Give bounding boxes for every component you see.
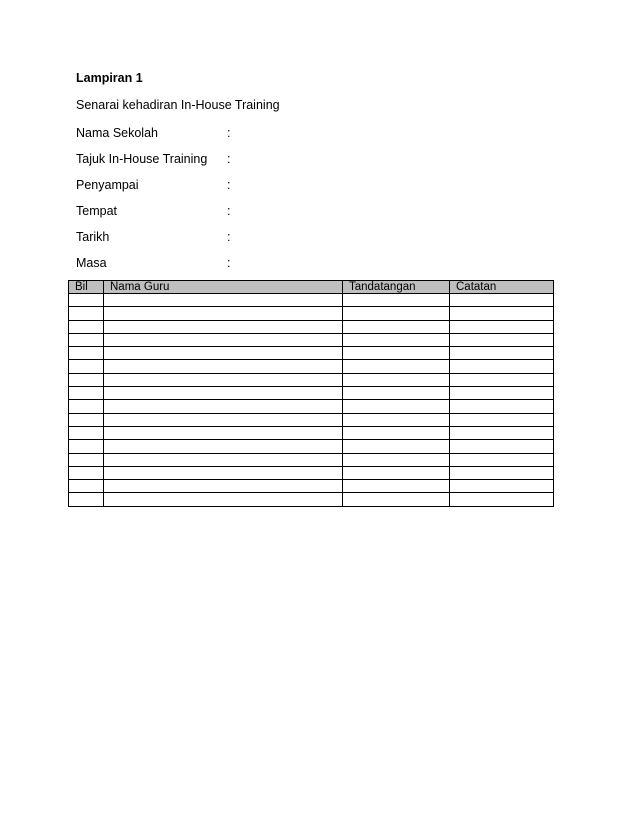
catatan-cell bbox=[450, 373, 554, 386]
field-colon: : bbox=[227, 256, 231, 270]
nama-guru-cell bbox=[104, 373, 343, 386]
field-label: Penyampai bbox=[76, 178, 139, 192]
tandatangan-cell bbox=[343, 360, 450, 373]
field-penyampai bbox=[76, 178, 276, 194]
header-catatan: Catatan bbox=[450, 281, 554, 294]
table-row bbox=[69, 426, 554, 439]
catatan-cell bbox=[450, 480, 554, 493]
bil-cell bbox=[69, 466, 104, 479]
tandatangan-cell bbox=[343, 493, 450, 506]
tandatangan-cell bbox=[343, 400, 450, 413]
header-tandatangan: Tandatangan bbox=[343, 281, 450, 294]
catatan-cell bbox=[450, 413, 554, 426]
table-row bbox=[69, 387, 554, 400]
catatan-cell bbox=[450, 453, 554, 466]
catatan-cell bbox=[450, 400, 554, 413]
tandatangan-cell bbox=[343, 294, 450, 307]
nama-guru-cell bbox=[104, 440, 343, 453]
bil-cell bbox=[69, 426, 104, 439]
nama-guru-cell bbox=[104, 307, 343, 320]
bil-cell bbox=[69, 373, 104, 386]
nama-guru-cell bbox=[104, 466, 343, 479]
table-row bbox=[69, 373, 554, 386]
field-colon: : bbox=[227, 230, 231, 244]
tandatangan-cell bbox=[343, 440, 450, 453]
attendance-table bbox=[68, 280, 554, 507]
table-row bbox=[69, 466, 554, 479]
nama-guru-cell bbox=[104, 493, 343, 506]
bil-cell bbox=[69, 360, 104, 373]
nama-guru-cell bbox=[104, 333, 343, 346]
table-row bbox=[69, 413, 554, 426]
table-header-row bbox=[69, 281, 554, 294]
field-colon: : bbox=[227, 152, 231, 166]
nama-guru-cell bbox=[104, 294, 343, 307]
field-nama-sekolah bbox=[76, 126, 276, 142]
field-label: Tempat bbox=[76, 204, 117, 218]
table-row bbox=[69, 493, 554, 506]
field-label: Nama Sekolah bbox=[76, 126, 158, 140]
field-label: Tarikh bbox=[76, 230, 110, 244]
tandatangan-cell bbox=[343, 387, 450, 400]
table-row bbox=[69, 347, 554, 360]
nama-guru-cell bbox=[104, 320, 343, 333]
table-row bbox=[69, 440, 554, 453]
table-row bbox=[69, 320, 554, 333]
bil-cell bbox=[69, 453, 104, 466]
table-row bbox=[69, 453, 554, 466]
field-tarikh bbox=[76, 230, 276, 246]
nama-guru-cell bbox=[104, 347, 343, 360]
tandatangan-cell bbox=[343, 373, 450, 386]
bil-cell bbox=[69, 294, 104, 307]
table-row bbox=[69, 400, 554, 413]
field-tajuk bbox=[76, 152, 276, 168]
field-colon: : bbox=[227, 178, 231, 192]
nama-guru-cell bbox=[104, 413, 343, 426]
bil-cell bbox=[69, 493, 104, 506]
tandatangan-cell bbox=[343, 480, 450, 493]
bil-cell bbox=[69, 480, 104, 493]
tandatangan-cell bbox=[343, 453, 450, 466]
catatan-cell bbox=[450, 320, 554, 333]
nama-guru-cell bbox=[104, 360, 343, 373]
tandatangan-cell bbox=[343, 466, 450, 479]
bil-cell bbox=[69, 400, 104, 413]
bil-cell bbox=[69, 320, 104, 333]
tandatangan-cell bbox=[343, 333, 450, 346]
document-title: Lampiran 1 bbox=[76, 71, 143, 85]
table-row bbox=[69, 360, 554, 373]
nama-guru-cell bbox=[104, 426, 343, 439]
catatan-cell bbox=[450, 466, 554, 479]
field-label: Masa bbox=[76, 256, 107, 270]
bil-cell bbox=[69, 440, 104, 453]
field-colon: : bbox=[227, 126, 231, 140]
tandatangan-cell bbox=[343, 320, 450, 333]
catatan-cell bbox=[450, 440, 554, 453]
catatan-cell bbox=[450, 333, 554, 346]
table-row bbox=[69, 307, 554, 320]
field-colon: : bbox=[227, 204, 231, 218]
nama-guru-cell bbox=[104, 453, 343, 466]
document-subtitle: Senarai kehadiran In-House Training bbox=[76, 98, 280, 112]
table-body bbox=[69, 294, 554, 507]
bil-cell bbox=[69, 347, 104, 360]
nama-guru-cell bbox=[104, 480, 343, 493]
header-bil: Bil bbox=[69, 281, 104, 294]
catatan-cell bbox=[450, 493, 554, 506]
tandatangan-cell bbox=[343, 307, 450, 320]
catatan-cell bbox=[450, 387, 554, 400]
field-label: Tajuk In-House Training bbox=[76, 152, 208, 166]
tandatangan-cell bbox=[343, 426, 450, 439]
field-masa bbox=[76, 256, 276, 272]
catatan-cell bbox=[450, 360, 554, 373]
bil-cell bbox=[69, 307, 104, 320]
catatan-cell bbox=[450, 294, 554, 307]
catatan-cell bbox=[450, 347, 554, 360]
table-row bbox=[69, 480, 554, 493]
header-nama-guru: Nama Guru bbox=[104, 281, 343, 294]
catatan-cell bbox=[450, 426, 554, 439]
bil-cell bbox=[69, 387, 104, 400]
bil-cell bbox=[69, 413, 104, 426]
bil-cell bbox=[69, 333, 104, 346]
table-row bbox=[69, 294, 554, 307]
field-tempat bbox=[76, 204, 276, 220]
nama-guru-cell bbox=[104, 400, 343, 413]
tandatangan-cell bbox=[343, 347, 450, 360]
table-row bbox=[69, 333, 554, 346]
nama-guru-cell bbox=[104, 387, 343, 400]
tandatangan-cell bbox=[343, 413, 450, 426]
catatan-cell bbox=[450, 307, 554, 320]
